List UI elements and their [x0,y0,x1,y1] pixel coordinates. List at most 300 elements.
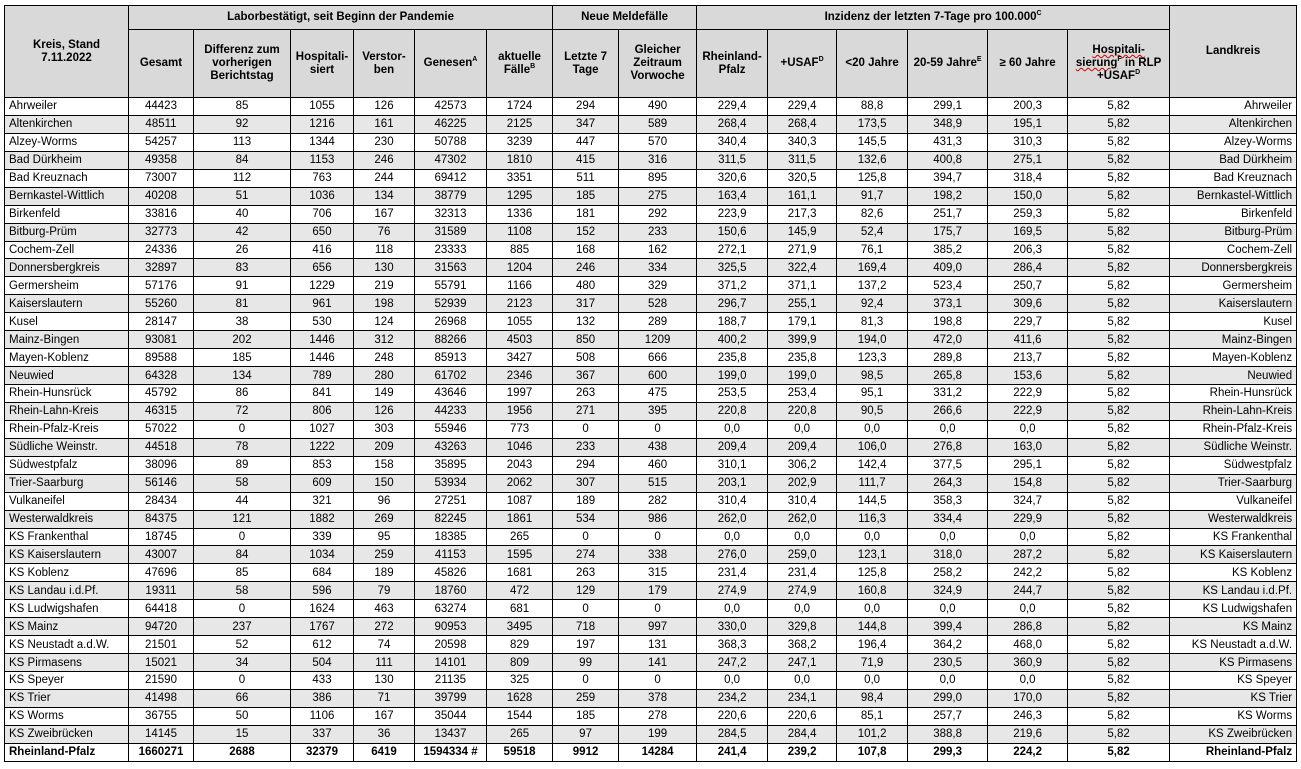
value-cell: 162 [619,241,697,259]
value-cell: 1544 [487,707,553,725]
landkreis-cell: Donnersbergkreis [1170,259,1297,277]
value-cell: 259 [354,546,415,564]
value-cell: 5,82 [1068,510,1170,528]
value-cell: 26 [194,241,291,259]
kreis-cell: KS Kaiserslautern [5,546,129,564]
header-letzte-7-tage: Letzte 7 Tage [553,30,619,98]
value-cell: 3351 [487,169,553,187]
value-cell: 229,7 [988,313,1068,331]
value-cell: 32379 [291,743,354,761]
value-cell: 5,82 [1068,98,1170,116]
value-cell: 596 [291,582,354,600]
value-cell: 789 [291,367,354,385]
value-cell: 1106 [291,707,354,725]
landkreis-cell: KS Mainz [1170,618,1297,636]
value-cell: 224,2 [988,743,1068,761]
value-cell: 0 [619,420,697,438]
value-cell: 167 [354,707,415,725]
value-cell: 5,82 [1068,438,1170,456]
value-cell: 222,9 [988,385,1068,403]
value-cell: 0,0 [988,420,1068,438]
table-row [5,582,1297,600]
value-cell: 268,4 [697,115,768,133]
value-cell: 244,7 [988,582,1068,600]
table-row [5,187,1297,205]
value-cell: 334,4 [908,510,988,528]
kreis-cell: Neuwied [5,367,129,385]
value-cell: 255,1 [768,295,837,313]
value-cell: 367 [553,367,619,385]
header-genesen: Genesen$^A$ [415,30,487,98]
value-cell: 43263 [415,438,487,456]
value-cell: 213,7 [988,349,1068,367]
value-cell: 265 [487,725,553,743]
value-cell: 141 [619,654,697,672]
value-cell: 292 [619,205,697,223]
kreis-cell: Bad Dürkheim [5,151,129,169]
header-20-59: 20-59 Jahre$^E$ [908,30,988,98]
value-cell: 46225 [415,115,487,133]
value-cell: 504 [291,654,354,672]
value-cell: 0,0 [697,528,768,546]
value-cell: 5,82 [1068,187,1170,205]
landkreis-cell: Alzey-Worms [1170,133,1297,151]
value-cell: 257,7 [908,707,988,725]
value-cell: 5,82 [1068,546,1170,564]
value-cell: 13437 [415,725,487,743]
value-cell: 358,3 [908,492,988,510]
value-cell: 5,82 [1068,205,1170,223]
value-cell: 589 [619,115,697,133]
value-cell: 2125 [487,115,553,133]
value-cell: 2123 [487,295,553,313]
value-cell: 299,0 [908,689,988,707]
value-cell: 0,0 [908,528,988,546]
kreis-cell: KS Koblenz [5,564,129,582]
landkreis-cell: KS Landau i.d.Pf. [1170,582,1297,600]
value-cell: 202 [194,331,291,349]
value-cell: 195,1 [988,115,1068,133]
value-cell: 480 [553,277,619,295]
value-cell: 118 [354,241,415,259]
value-cell: 1628 [487,689,553,707]
value-cell: 1036 [291,187,354,205]
value-cell: 84375 [129,510,194,528]
value-cell: 447 [553,133,619,151]
value-cell: 5,82 [1068,725,1170,743]
value-cell: 81,3 [837,313,908,331]
value-cell: 321 [291,492,354,510]
value-cell: 230,5 [908,654,988,672]
value-cell: 1295 [487,187,553,205]
value-cell: 98,5 [837,367,908,385]
value-cell: 1055 [291,98,354,116]
value-cell: 85,1 [837,707,908,725]
landkreis-cell: KS Ludwigshafen [1170,600,1297,618]
kreis-cell: KS Frankenthal [5,528,129,546]
value-cell: 0,0 [908,600,988,618]
value-cell: 264,3 [908,474,988,492]
landkreis-cell: Ahrweiler [1170,98,1297,116]
table-row [5,672,1297,690]
value-cell: 5,82 [1068,277,1170,295]
value-cell: 41498 [129,689,194,707]
value-cell: 95,1 [837,385,908,403]
value-cell: 895 [619,169,697,187]
value-cell: 337 [291,725,354,743]
landkreis-cell: Trier-Saarburg [1170,474,1297,492]
kreis-cell: Bitburg-Prüm [5,223,129,241]
value-cell: 320,5 [768,169,837,187]
value-cell: 322,4 [768,259,837,277]
landkreis-cell: Altenkirchen [1170,115,1297,133]
value-cell: 2062 [487,474,553,492]
value-cell: 82245 [415,510,487,528]
value-cell: 233 [619,223,697,241]
value-cell: 196,4 [837,636,908,654]
value-cell: 69412 [415,169,487,187]
value-cell: 66 [194,689,291,707]
value-cell: 339 [291,528,354,546]
value-cell: 230 [354,133,415,151]
value-cell: 188,7 [697,313,768,331]
value-cell: 508 [553,349,619,367]
value-cell: 39799 [415,689,487,707]
value-cell: 0 [619,528,697,546]
value-cell: 63274 [415,600,487,618]
value-cell: 130 [354,259,415,277]
value-cell: 121 [194,510,291,528]
value-cell: 163,0 [988,438,1068,456]
value-cell: 681 [487,600,553,618]
value-cell: 0,0 [697,672,768,690]
value-cell: 295,1 [988,456,1068,474]
value-cell: 1767 [291,618,354,636]
value-cell: 144,5 [837,492,908,510]
table-row [5,438,1297,456]
kreis-cell: Cochem-Zell [5,241,129,259]
value-cell: 96 [354,492,415,510]
value-cell: 666 [619,349,697,367]
value-cell: 189 [553,492,619,510]
value-cell: 123,3 [837,349,908,367]
value-cell: 468,0 [988,636,1068,654]
table-row [5,367,1297,385]
value-cell: 85913 [415,349,487,367]
value-cell: 81 [194,295,291,313]
value-cell: 324,9 [908,582,988,600]
value-cell: 318,0 [908,546,988,564]
value-cell: 125,8 [837,564,908,582]
value-cell: 259,0 [768,546,837,564]
value-cell: 5,82 [1068,241,1170,259]
value-cell: 161,1 [768,187,837,205]
value-cell: 311,5 [697,151,768,169]
kreis-cell: KS Worms [5,707,129,725]
value-cell: 472,0 [908,331,988,349]
table-row [5,564,1297,582]
value-cell: 287,2 [988,546,1068,564]
value-cell: 5,82 [1068,654,1170,672]
value-cell: 5,82 [1068,223,1170,241]
header-differenz: Differenz zum vorherigen Berichtstag [194,30,291,98]
header-ab-60: ≥ 60 Jahre [988,30,1068,98]
landkreis-cell: Bad Dürkheim [1170,151,1297,169]
table-row [5,618,1297,636]
value-cell: 364,2 [908,636,988,654]
value-cell: 52,4 [837,223,908,241]
landkreis-cell: Rheinland-Pfalz [1170,743,1297,761]
value-cell: 0 [553,528,619,546]
value-cell: 360,9 [988,654,1068,672]
value-cell: 48511 [129,115,194,133]
value-cell: 340,3 [768,133,837,151]
value-cell: 137,2 [837,277,908,295]
value-cell: 27251 [415,492,487,510]
value-cell: 52939 [415,295,487,313]
value-cell: 233 [553,438,619,456]
value-cell: 85 [194,98,291,116]
value-cell: 76 [354,223,415,241]
landkreis-cell: Rhein-Pfalz-Kreis [1170,420,1297,438]
value-cell: 246,3 [988,707,1068,725]
value-cell: 5,82 [1068,331,1170,349]
value-cell: 202,9 [768,474,837,492]
value-cell: 318,4 [988,169,1068,187]
value-cell: 98,4 [837,689,908,707]
value-cell: 320,6 [697,169,768,187]
value-cell: 246 [354,151,415,169]
table-row [5,420,1297,438]
value-cell: 266,6 [908,402,988,420]
value-cell: 399,9 [768,331,837,349]
value-cell: 179,1 [768,313,837,331]
value-cell: 1595 [487,546,553,564]
table-row [5,456,1297,474]
table-row [5,636,1297,654]
table-row [5,98,1297,116]
kreis-cell: Trier-Saarburg [5,474,129,492]
value-cell: 44233 [415,402,487,420]
value-cell: 91 [194,277,291,295]
value-cell: 284,4 [768,725,837,743]
value-cell: 49358 [129,151,194,169]
kreis-cell: Germersheim [5,277,129,295]
value-cell: 0,0 [988,528,1068,546]
value-cell: 0,0 [837,420,908,438]
table-row [5,133,1297,151]
value-cell: 885 [487,241,553,259]
value-cell: 126 [354,98,415,116]
value-cell: 431,3 [908,133,988,151]
landkreis-cell: Bitburg-Prüm [1170,223,1297,241]
header-landkreis: Landkreis [1170,6,1297,98]
value-cell: 28147 [129,313,194,331]
value-cell: 5,82 [1068,707,1170,725]
value-cell: 347 [553,115,619,133]
table-row [5,654,1297,672]
value-cell: 231,4 [768,564,837,582]
value-cell: 997 [619,618,697,636]
landkreis-cell: Südwestpfalz [1170,456,1297,474]
landkreis-cell: KS Speyer [1170,672,1297,690]
value-cell: 32773 [129,223,194,241]
value-cell: 160,8 [837,582,908,600]
table-row [5,241,1297,259]
landkreis-cell: KS Zweibrücken [1170,725,1297,743]
value-cell: 234,2 [697,689,768,707]
value-cell: 241,4 [697,743,768,761]
value-cell: 33816 [129,205,194,223]
value-cell: 1861 [487,510,553,528]
value-cell: 223,9 [697,205,768,223]
value-cell: 378 [619,689,697,707]
value-cell: 5,82 [1068,313,1170,331]
value-cell: 209,4 [697,438,768,456]
value-cell: 3427 [487,349,553,367]
table-row [5,151,1297,169]
value-cell: 271 [553,402,619,420]
value-cell: 315 [619,564,697,582]
value-cell: 181 [553,205,619,223]
value-cell: 42573 [415,98,487,116]
value-cell: 5,82 [1068,636,1170,654]
kreis-cell: Birkenfeld [5,205,129,223]
value-cell: 0,0 [837,600,908,618]
total-row [5,743,1297,761]
value-cell: 84 [194,546,291,564]
value-cell: 71,9 [837,654,908,672]
value-cell: 0,0 [768,420,837,438]
value-cell: 330,0 [697,618,768,636]
value-cell: 40208 [129,187,194,205]
value-cell: 3239 [487,133,553,151]
value-cell: 329 [619,277,697,295]
value-cell: 20598 [415,636,487,654]
value-cell: 55260 [129,295,194,313]
header-aktuelle-faelle: aktuelle Fälle$^B$ [487,30,553,98]
value-cell: 85 [194,564,291,582]
value-cell: 35044 [415,707,487,725]
value-cell: 286,8 [988,618,1068,636]
value-cell: 83 [194,259,291,277]
table-row [5,600,1297,618]
value-cell: 163,4 [697,187,768,205]
value-cell: 317 [553,295,619,313]
table-row [5,295,1297,313]
value-cell: 24336 [129,241,194,259]
value-cell: 84 [194,151,291,169]
value-cell: 377,5 [908,456,988,474]
value-cell: 296,7 [697,295,768,313]
value-cell: 97 [553,725,619,743]
value-cell: 64328 [129,367,194,385]
value-cell: 53934 [415,474,487,492]
value-cell: 718 [553,618,619,636]
value-cell: 0,0 [837,672,908,690]
value-cell: 463 [354,600,415,618]
value-cell: 175,7 [908,223,988,241]
value-cell: 433 [291,672,354,690]
value-cell: 26968 [415,313,487,331]
value-cell: 58 [194,582,291,600]
value-cell: 246 [553,259,619,277]
value-cell: 18760 [415,582,487,600]
landkreis-cell: Bernkastel-Wittlich [1170,187,1297,205]
table-row [5,277,1297,295]
value-cell: 0 [194,600,291,618]
value-cell: 282 [619,492,697,510]
value-cell: 5,82 [1068,349,1170,367]
value-cell: 265,8 [908,367,988,385]
table-row [5,313,1297,331]
value-cell: 325,5 [697,259,768,277]
landkreis-cell: Neuwied [1170,367,1297,385]
value-cell: 399,4 [908,618,988,636]
value-cell: 1046 [487,438,553,456]
value-cell: 198,2 [908,187,988,205]
value-cell: 5,82 [1068,600,1170,618]
value-cell: 5,82 [1068,295,1170,313]
value-cell: 134 [194,367,291,385]
value-cell: 299,3 [908,743,988,761]
value-cell: 5,82 [1068,456,1170,474]
value-cell: 253,4 [768,385,837,403]
value-cell: 303 [354,420,415,438]
value-cell: 5,82 [1068,151,1170,169]
value-cell: 247,1 [768,654,837,672]
landkreis-cell: Kaiserslautern [1170,295,1297,313]
value-cell: 262,0 [697,510,768,528]
kreis-cell: KS Pirmasens [5,654,129,672]
value-cell: 130 [354,672,415,690]
value-cell: 612 [291,636,354,654]
value-cell: 278 [619,707,697,725]
value-cell: 168 [553,241,619,259]
value-cell: 394,7 [908,169,988,187]
value-cell: 515 [619,474,697,492]
value-cell: 415 [553,151,619,169]
value-cell: 107,8 [837,743,908,761]
table-row [5,689,1297,707]
value-cell: 142,4 [837,456,908,474]
value-cell: 185 [553,187,619,205]
kreis-cell: Westerwaldkreis [5,510,129,528]
value-cell: 123,1 [837,546,908,564]
landkreis-cell: Bad Kreuznach [1170,169,1297,187]
landkreis-cell: Kusel [1170,313,1297,331]
value-cell: 272 [354,618,415,636]
value-cell: 125,8 [837,169,908,187]
value-cell: 253,5 [697,385,768,403]
value-cell: 235,8 [768,349,837,367]
value-cell: 111 [354,654,415,672]
value-cell: 284,5 [697,725,768,743]
value-cell: 276,0 [697,546,768,564]
value-cell: 229,4 [697,98,768,116]
value-cell: 99 [553,654,619,672]
header-rheinland-pfalz: Rheinland-Pfalz [697,30,768,98]
value-cell: 528 [619,295,697,313]
value-cell: 409,0 [908,259,988,277]
table-row [5,402,1297,420]
value-cell: 56146 [129,474,194,492]
value-cell: 763 [291,169,354,187]
table-row [5,707,1297,725]
table-row [5,205,1297,223]
value-cell: 265 [487,528,553,546]
value-cell: 14145 [129,725,194,743]
